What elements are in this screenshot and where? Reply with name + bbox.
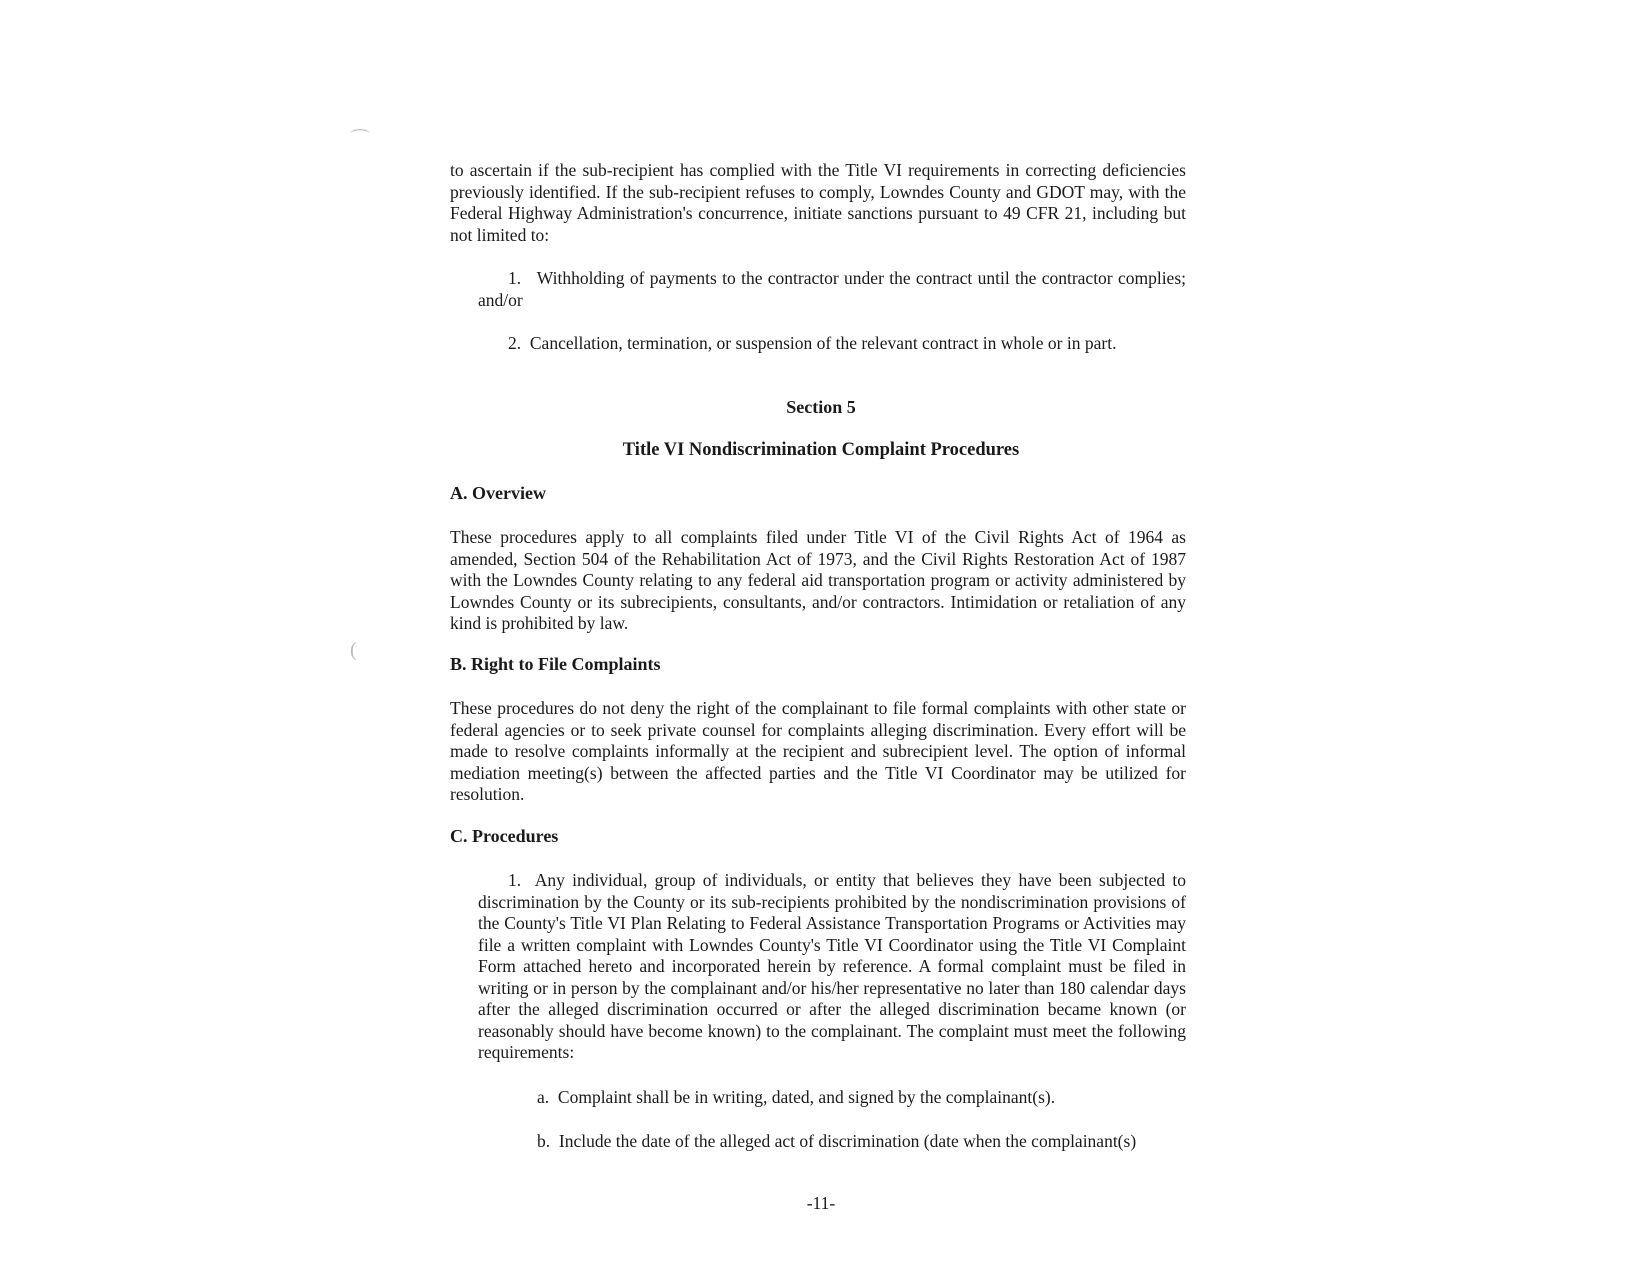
overview-paragraph: These procedures apply to all complaints filed under Title VI of the Civil Rights Act of 1964 as amended, Section 504 of the Rehabilitation Act of 1973, and the Civil Rights Restoration Act of 1987 with the Lowndes County relating to any federal aid transportation program or activity administered by Lowndes County or its subrecipients, consultants, and/or contractors. Intimidation or retaliation of any kind is prohibited by law. <box>450 527 1186 633</box>
sanction-text: Cancellation, termination, or suspension of the relevant contract in whole or in part. <box>529 333 1117 353</box>
requirement-text: Include the date of the alleged act of discrimination (date when the complainant(s) <box>558 1131 1137 1151</box>
right-to-file-heading: B. Right to File Complaints <box>450 654 661 674</box>
scan-artifact: ( <box>350 639 357 661</box>
sanction-text: Withholding of payments to the contractor under the contract until the contractor complies; and/or <box>478 268 1186 310</box>
requirement-text: Complaint shall be in writing, dated, and signed by the complainant(s). <box>557 1087 1056 1107</box>
intro-paragraph: to ascertain if the sub-recipient has complied with the Title VI requirements in correcting deficiencies previously identified. If the sub-recipient refuses to comply, Lowndes County and GDOT may, with the Federal Highway Administration's concurrence, initiate sanctions pursuant to 49 CFR 21, including but not limited to: <box>450 160 1186 245</box>
procedure-item-1 <box>478 870 1186 1064</box>
sanction-number: 1. <box>508 268 522 288</box>
page-number: -11- <box>806 1193 836 1213</box>
procedure-number: 1. <box>508 870 522 890</box>
sanction-item-1 <box>478 268 1186 311</box>
requirement-letter: b. <box>537 1131 551 1151</box>
sanction-item-2 <box>478 333 1186 355</box>
section-label: Section 5 <box>786 397 856 417</box>
overview-heading: A. Overview <box>450 483 546 503</box>
sanction-number: 2. <box>508 333 522 353</box>
requirement-letter: a. <box>537 1087 550 1107</box>
requirement-a <box>537 1087 1197 1109</box>
requirement-b <box>537 1131 1197 1153</box>
procedure-text: Any individual, group of individuals, or entity that believes they have been subjected to discrimination by the County or its sub-recipients prohibited by the nondiscrimination provisions of the County's Title VI Plan Relating to Federal Assistance Transportation Programs or Activities may file a written complaint with Lowndes County's Title VI Coordinator using the Title VI Complaint Form attached hereto and incorporated herein by reference. A formal complaint must be filed in writing or in person by the complainant and/or his/her representative no later than 180 calendar days after the alleged discrimination occurred or after the alleged discrimination became known (or reasonably should have become known) to the complainant. The complaint must meet the following requirements: <box>478 870 1186 1062</box>
right-to-file-paragraph: These procedures do not deny the right of the complainant to file formal complaints with other state or federal agencies or to seek private counsel for complaints alleging discrimination. Every effort will be made to resolve complaints informally at the recipient and subrecipient level. The option of informal mediation meeting(s) between the affected parties and the Title VI Coordinator may be utilized for resolution. <box>450 698 1186 804</box>
procedures-heading: C. Procedures <box>450 826 559 846</box>
scan-artifact: ⌒ <box>350 129 370 151</box>
section-title: Title VI Nondiscrimination Complaint Procedures <box>622 440 1020 460</box>
